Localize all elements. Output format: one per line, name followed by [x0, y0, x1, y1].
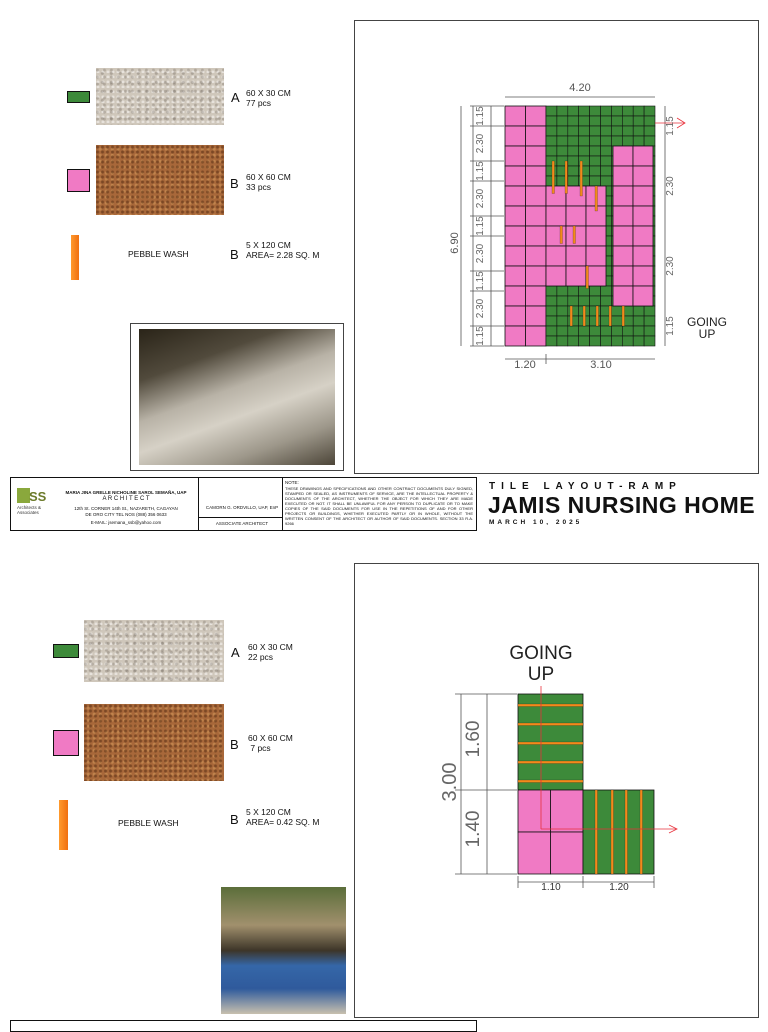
- legend-swatch-pink-b: [67, 169, 90, 192]
- green-tile: [546, 336, 557, 346]
- green-tile: [601, 286, 612, 296]
- left-dimension-2: 1.40: [463, 810, 484, 848]
- pink-tile: [566, 266, 586, 286]
- pink-tile: [633, 226, 653, 246]
- total-height-dimension: 6.90: [449, 232, 461, 254]
- green-tile: [611, 336, 622, 346]
- legend2-spec-pebble: 5 X 120 CM AREA= 0.42 SQ. M: [246, 807, 320, 827]
- pink-tile: [566, 226, 586, 246]
- green-tile: [568, 326, 579, 336]
- pink-tile: [546, 246, 566, 266]
- green-tile: [568, 176, 579, 186]
- pink-tile: [546, 266, 566, 286]
- pink-tile: [526, 206, 547, 226]
- bottom-dimension-2: 1.20: [609, 882, 629, 893]
- green-tile: [590, 306, 601, 316]
- green-tile: [644, 316, 655, 326]
- green-tile: [590, 146, 601, 156]
- architect-address: 12th St. CORNER 14th St., NAZARETH, CAGAYAN DE ORO CITY TEL NOS (088) 356 0633: [74, 506, 178, 517]
- legend-pebble-wash-label: PEBBLE WASH: [128, 249, 189, 259]
- pink-tile: [633, 246, 653, 266]
- pink-tile: [613, 146, 633, 166]
- green-tile: [590, 176, 601, 186]
- tile-plan-frame-2: [354, 563, 759, 1018]
- green-tile: [546, 296, 557, 306]
- pink-tile: [546, 226, 566, 246]
- green-tile: [633, 136, 644, 146]
- pebble-wash-strip: [622, 306, 625, 326]
- legend2-spec-a: 60 X 30 CM 22 pcs: [248, 642, 293, 662]
- green-tile: [622, 336, 633, 346]
- title-block-1: [10, 477, 477, 531]
- green-tile: [601, 296, 612, 306]
- green-tile: [633, 306, 644, 316]
- green-tile: [568, 116, 579, 126]
- pink-tile: [505, 306, 526, 326]
- legend2-letter-b2: B: [230, 812, 239, 827]
- pebble-wash-strip: [586, 266, 589, 289]
- site-photo-frame: [130, 323, 344, 471]
- green-tile: [568, 296, 579, 306]
- green-tile: [557, 136, 568, 146]
- green-tile: [546, 126, 557, 136]
- green-tile: [568, 336, 579, 346]
- green-tile: [557, 316, 568, 326]
- total-height-dimension-2: 3.00: [439, 762, 461, 802]
- pink-tile: [505, 266, 526, 286]
- pebble-wash-strip: [560, 226, 563, 244]
- pebble-wash-strip: [573, 226, 576, 244]
- green-tile: [579, 126, 590, 136]
- green-tile: [546, 136, 557, 146]
- pink-tile: [505, 246, 526, 266]
- green-tile: [644, 336, 655, 346]
- pebble-wash-strip: [611, 790, 614, 874]
- green-tile: [611, 306, 622, 316]
- green-tile: [622, 326, 633, 336]
- green-tile: [633, 116, 644, 126]
- legend-spec-a: 60 X 30 CM 77 pcs: [246, 88, 291, 108]
- pink-tile: [546, 206, 566, 226]
- note-text: THESE DRAWINGS AND SPECIFICATIONS AND OTHER CONTRACT DOCUMENTS DULY SIGNED, STAMPED OR SEALED, AS INSTRUMENTS OF SERVICE, ARE THE INTELLECTUAL PROPERTY & DOCUMENTS OF THE ARCHITECT, WHETHER THE OBJECT FOR WHICH THEY ARE MADE EXECUTED OR NOT. IT SHALL BE UNLAWFUL FOR ANY PERSON TO DUPLICATE OR TO MAKE COPIES OF THE SAID DOCUMENTS FOR USE IN THE REPETITIONS OF AND FOR OTHER PROJECTS OR BUILDINGS, WHETHER EXECUTED PARTLY OR IN WHOLE, WITHOUT THE WRITTEN CONSENT OF THE ARCHITECT OR AUTHOR OF SAID DOCUMENTS. SECTION 33 R.A. 9266: [285, 486, 473, 526]
- bottom-dimension-2: 3.10: [590, 359, 612, 371]
- pebble-wash-strip: [518, 704, 583, 707]
- green-tile: [568, 156, 579, 166]
- green-tile: [622, 136, 633, 146]
- green-tile: [611, 136, 622, 146]
- legend-letter-b: B: [230, 176, 239, 191]
- green-tile: [644, 116, 655, 126]
- green-tile: [601, 146, 612, 156]
- green-tile: [633, 126, 644, 136]
- green-tile: [546, 116, 557, 126]
- pink-tile: [546, 186, 566, 206]
- legend2-letter-a: A: [231, 645, 240, 660]
- green-tile: [611, 316, 622, 326]
- green-tile: [579, 116, 590, 126]
- green-tile: [557, 326, 568, 336]
- green-tile: [568, 126, 579, 136]
- green-tile: [644, 326, 655, 336]
- pink-tile: [633, 206, 653, 226]
- associate-rule: [199, 517, 282, 518]
- pink-tile: [586, 246, 606, 266]
- green-tile: [601, 106, 612, 116]
- tile-layout-plan-2: [355, 564, 758, 1017]
- green-tile: [611, 126, 622, 136]
- going-up-label-1: GOING: [686, 315, 728, 329]
- pink-tile: [526, 286, 547, 306]
- green-tile: [633, 106, 644, 116]
- legend-swatch-green-a: [67, 91, 90, 103]
- green-tile: [633, 336, 644, 346]
- pink-tile: [505, 226, 526, 246]
- pink-tile: [551, 832, 584, 874]
- pink-tile: [526, 166, 547, 186]
- pebble-wash-strip: [625, 790, 628, 874]
- dim-left-label: 2.30: [475, 298, 486, 319]
- green-tile: [622, 116, 633, 126]
- firm-logo: [17, 488, 49, 518]
- green-tile: [579, 146, 590, 156]
- pink-tile: [505, 106, 526, 126]
- dim-right-label: 2.30: [665, 176, 676, 196]
- sheet-title: TILE LAYOUT-RAMP: [489, 481, 682, 492]
- bottom-dimension-1: 1.20: [514, 359, 536, 371]
- legend-letter-a: A: [231, 90, 240, 105]
- tiles-group-2: [518, 694, 654, 874]
- left-dimension-1: 1.60: [463, 720, 484, 758]
- pebble-wash-strip: [518, 780, 583, 783]
- pebble-wash-strip: [609, 306, 612, 326]
- green-tile: [611, 326, 622, 336]
- pink-tile: [526, 266, 547, 286]
- dim-left-label: 2.30: [475, 133, 486, 154]
- pebble-wash-strip: [552, 161, 555, 194]
- pink-tile: [613, 206, 633, 226]
- dim-left-label: 1.15: [475, 326, 486, 346]
- pink-tile: [526, 226, 547, 246]
- pebble-wash-strip: [570, 306, 573, 326]
- green-tile: [601, 336, 612, 346]
- green-tile: [568, 106, 579, 116]
- going-up-label-2: UP: [698, 327, 716, 341]
- pink-tile: [505, 326, 526, 346]
- dim-right-label: 2.30: [665, 256, 676, 276]
- green-tile: [557, 296, 568, 306]
- pink-tile: [551, 790, 584, 832]
- green-tile: [601, 156, 612, 166]
- pink-tiles-left: [505, 106, 546, 346]
- going-up-label-2: UP: [527, 664, 555, 685]
- green-tile: [644, 126, 655, 136]
- pink-tile: [613, 286, 633, 306]
- pink-tile: [526, 326, 547, 346]
- pink-tile: [526, 246, 547, 266]
- green-tile: [568, 286, 579, 296]
- pink-tile: [633, 186, 653, 206]
- pink-tile: [633, 146, 653, 166]
- title-block-2-top-edge: [10, 1020, 477, 1032]
- dim-right-label: 1.15: [665, 316, 676, 336]
- green-tile: [579, 326, 590, 336]
- pebble-wash-strip: [518, 761, 583, 764]
- green-tile: [622, 126, 633, 136]
- pink-tile: [613, 266, 633, 286]
- green-tile: [579, 296, 590, 306]
- pink-tile: [566, 206, 586, 226]
- pink-tile: [526, 126, 547, 146]
- green-tile: [644, 136, 655, 146]
- green-tile: [568, 136, 579, 146]
- green-tile: [644, 306, 655, 316]
- note-label: NOTE:: [285, 480, 299, 485]
- green-tile: [579, 136, 590, 146]
- green-tile: [633, 316, 644, 326]
- green-tile: [590, 116, 601, 126]
- legend2-swatch-green-a: [53, 644, 79, 658]
- pink-tile: [633, 166, 653, 186]
- green-tile: [557, 146, 568, 156]
- legend2-pebble-wash-label: PEBBLE WASH: [118, 818, 179, 828]
- divider-1: [198, 478, 199, 530]
- green-tile: [590, 316, 601, 326]
- pink-tile: [613, 226, 633, 246]
- green-tile: [546, 326, 557, 336]
- pebble-wash-strip: [565, 161, 568, 194]
- green-tile: [633, 326, 644, 336]
- legend-spec-b: 60 X 60 CM 33 pcs: [246, 172, 291, 192]
- legend2-spec-b: 60 X 60 CM 7 pcs: [248, 733, 293, 753]
- green-tile: [557, 126, 568, 136]
- green-tile: [644, 106, 655, 116]
- green-tile: [546, 306, 557, 316]
- legend2-letter-b: B: [230, 737, 239, 752]
- pebble-wash-strip: [518, 742, 583, 745]
- pink-tile: [633, 286, 653, 306]
- railing-site-photo: [221, 887, 346, 1014]
- pink-tile: [505, 126, 526, 146]
- project-name: JAMIS NURSING HOME: [488, 492, 756, 518]
- pink-tile: [518, 832, 551, 874]
- legend-swatch-pebble-wash: [71, 235, 79, 280]
- pebble-wash-strip: [595, 790, 598, 874]
- pebble-sample-photo-2: [84, 704, 224, 781]
- pink-tile: [613, 186, 633, 206]
- green-tile: [568, 316, 579, 326]
- green-tile: [546, 106, 557, 116]
- top-dimension: 4.20: [569, 82, 591, 94]
- green-tile: [590, 296, 601, 306]
- green-tile: [568, 306, 579, 316]
- green-tile: [546, 286, 557, 296]
- dim-left-label: 2.30: [475, 188, 486, 209]
- tile-plan-frame-1: [354, 20, 759, 474]
- terrazzo-sample-photo: [96, 68, 224, 125]
- pink-tile: [613, 246, 633, 266]
- pink-tile: [526, 106, 547, 126]
- dim-left-label: 1.15: [475, 216, 486, 236]
- legend-spec-pebble: 5 X 120 CM AREA= 2.28 SQ. M: [246, 240, 320, 260]
- dim-left-label: 1.15: [475, 161, 486, 181]
- green-tile: [590, 286, 601, 296]
- pink-tile: [613, 166, 633, 186]
- architect-title: A R C H I T E C T: [102, 496, 150, 502]
- dim-left-label: 1.15: [475, 106, 486, 126]
- green-tile: [590, 156, 601, 166]
- green-tile: [590, 166, 601, 176]
- pebble-wash-strip: [595, 186, 598, 211]
- pink-tile: [505, 186, 526, 206]
- legend2-swatch-pink-b: [53, 730, 79, 756]
- pink-tile: [505, 206, 526, 226]
- green-tile: [546, 156, 557, 166]
- ramp-site-photo: [139, 329, 335, 465]
- green-tile: [557, 116, 568, 126]
- pebble-wash-strip: [580, 161, 583, 196]
- logo-text: SS: [29, 489, 47, 504]
- green-tile: [601, 116, 612, 126]
- architect-email: E-MAIL: jsemana_ssb@yahoo.com: [90, 520, 162, 525]
- pink-tile: [518, 790, 551, 832]
- green-tile: [546, 316, 557, 326]
- green-tile: [601, 136, 612, 146]
- logo-subtitle: Architects & Associates: [17, 505, 42, 515]
- pebble-wash-strip: [596, 306, 599, 326]
- legend-letter-b2: B: [230, 247, 239, 262]
- pebble-sample-photo: [96, 145, 224, 215]
- pink-tile: [633, 266, 653, 286]
- bottom-dimension-1: 1.10: [541, 882, 561, 893]
- pink-tile: [566, 246, 586, 266]
- green-tile: [568, 146, 579, 156]
- tile-layout-plan-1: [355, 21, 758, 473]
- green-tile: [601, 326, 612, 336]
- green-tile: [590, 336, 601, 346]
- pink-tile: [526, 306, 547, 326]
- architect-name: MARIA JINA GRELLE NICHOLINE SAROL SEMAÑA, UAP: [65, 490, 187, 495]
- green-tile: [611, 116, 622, 126]
- pebble-wash-strip: [583, 306, 586, 326]
- green-tile: [590, 326, 601, 336]
- green-tile: [590, 136, 601, 146]
- green-tile: [546, 176, 557, 186]
- green-tile: [622, 106, 633, 116]
- green-tile: [557, 336, 568, 346]
- green-tile: [601, 126, 612, 136]
- pink-tile: [505, 166, 526, 186]
- going-up-label-1: GOING: [509, 643, 573, 664]
- green-tile: [601, 176, 612, 186]
- pink-tile: [526, 186, 547, 206]
- associate-architect-name: CAMORN G. ORDVILLO, UAP, EnP: [205, 505, 279, 510]
- legend2-swatch-pebble-wash: [59, 800, 68, 850]
- pebble-wash-strip: [640, 790, 643, 874]
- dim-right-label: 1.15: [665, 116, 676, 136]
- associate-architect-label: ASSOCIATE ARCHITECT: [215, 521, 269, 526]
- green-tile: [579, 336, 590, 346]
- dim-left-label: 2.30: [475, 243, 486, 264]
- pink-tile: [586, 226, 606, 246]
- green-tile: [557, 286, 568, 296]
- dim-left-label: 1.15: [475, 271, 486, 291]
- pink-tile: [566, 186, 586, 206]
- green-tile: [579, 106, 590, 116]
- green-tile-block: [583, 790, 654, 874]
- green-tile: [611, 106, 622, 116]
- sheet-date: MARCH 10, 2025: [489, 519, 583, 526]
- terrazzo-sample-photo-2: [84, 620, 224, 682]
- pink-tile: [505, 146, 526, 166]
- green-tile: [568, 166, 579, 176]
- divider-2: [282, 478, 283, 530]
- green-tile: [557, 306, 568, 316]
- green-tile: [590, 126, 601, 136]
- pink-tile: [526, 146, 547, 166]
- pink-tile: [505, 286, 526, 306]
- pink-tile: [586, 266, 606, 286]
- green-tile: [546, 146, 557, 156]
- green-tile: [590, 106, 601, 116]
- pebble-wash-strip: [518, 723, 583, 726]
- green-tile: [557, 106, 568, 116]
- green-tile: [546, 166, 557, 176]
- green-tile: [601, 166, 612, 176]
